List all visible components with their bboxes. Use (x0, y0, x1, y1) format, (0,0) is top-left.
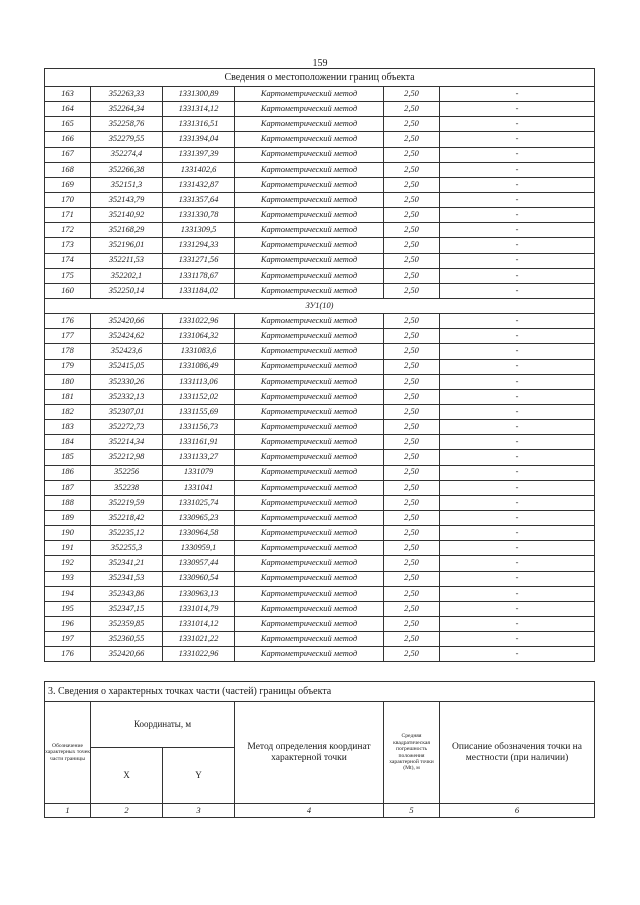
point-number: 176 (45, 314, 91, 329)
description: - (440, 314, 595, 329)
point-number: 160 (45, 283, 91, 298)
point-number: 184 (45, 435, 91, 450)
coord-y: 1330964,58 (163, 526, 235, 541)
header-x: X (91, 748, 163, 804)
point-number: 181 (45, 389, 91, 404)
coord-x: 352143,79 (91, 192, 163, 207)
header-method: Метод определения координат характерной точки (235, 702, 384, 804)
accuracy: 2,50 (384, 632, 440, 647)
coord-x: 352359,85 (91, 616, 163, 631)
coord-x: 352272,73 (91, 420, 163, 435)
accuracy: 2,50 (384, 253, 440, 268)
accuracy: 2,50 (384, 450, 440, 465)
coord-y: 1331432,87 (163, 177, 235, 192)
point-number: 173 (45, 238, 91, 253)
header-point-designation: Обозначение характерных точек части границы (45, 702, 91, 804)
method: Картометрический метод (235, 223, 384, 238)
header-y: Y (163, 748, 235, 804)
coord-y: 1331309,5 (163, 223, 235, 238)
coord-y: 1330963,13 (163, 586, 235, 601)
accuracy: 2,50 (384, 510, 440, 525)
coord-y: 1331184,02 (163, 283, 235, 298)
point-number: 170 (45, 192, 91, 207)
point-number: 186 (45, 465, 91, 480)
description: - (440, 495, 595, 510)
table-row (45, 374, 595, 389)
section3-title: 3. Сведения о характерных точках части (частей) границы объекта (45, 682, 595, 702)
method: Картометрический метод (235, 102, 384, 117)
method: Картометрический метод (235, 571, 384, 586)
method: Картометрический метод (235, 374, 384, 389)
coord-y: 1331022,96 (163, 647, 235, 662)
point-number: 183 (45, 420, 91, 435)
coord-y: 1331402,6 (163, 162, 235, 177)
table-row (45, 601, 595, 616)
coord-x: 352212,98 (91, 450, 163, 465)
method: Картометрический метод (235, 238, 384, 253)
method: Картометрический метод (235, 268, 384, 283)
table-row (45, 268, 595, 283)
description: - (440, 389, 595, 404)
table-row (45, 616, 595, 631)
method: Картометрический метод (235, 556, 384, 571)
table-row (45, 87, 595, 102)
accuracy: 2,50 (384, 526, 440, 541)
point-number: 192 (45, 556, 91, 571)
accuracy: 2,50 (384, 329, 440, 344)
accuracy: 2,50 (384, 344, 440, 359)
method: Картометрический метод (235, 404, 384, 419)
table-row (45, 571, 595, 586)
description: - (440, 465, 595, 480)
coord-y: 1331022,96 (163, 314, 235, 329)
description: - (440, 223, 595, 238)
method: Картометрический метод (235, 253, 384, 268)
description: - (440, 329, 595, 344)
description: - (440, 556, 595, 571)
method: Картометрический метод (235, 208, 384, 223)
coord-y: 1331156,73 (163, 420, 235, 435)
point-number: 188 (45, 495, 91, 510)
subsection-label: ЗУ1(10) (45, 298, 595, 313)
coord-y: 1330960,54 (163, 571, 235, 586)
coord-y: 1331133,27 (163, 450, 235, 465)
description: - (440, 117, 595, 132)
method: Картометрический метод (235, 480, 384, 495)
method: Картометрический метод (235, 541, 384, 556)
column-number: 5 (384, 804, 440, 818)
point-number: 196 (45, 616, 91, 631)
coord-x: 352219,59 (91, 495, 163, 510)
coord-x: 352202,1 (91, 268, 163, 283)
table-row (45, 541, 595, 556)
description: - (440, 541, 595, 556)
point-number: 165 (45, 117, 91, 132)
coord-y: 1331314,12 (163, 102, 235, 117)
coord-y: 1330959,1 (163, 541, 235, 556)
coord-y: 1331357,64 (163, 192, 235, 207)
coord-y: 1331014,12 (163, 616, 235, 631)
coord-x: 352140,92 (91, 208, 163, 223)
characteristic-points-table (44, 681, 595, 818)
point-number: 178 (45, 344, 91, 359)
coord-y: 1331161,91 (163, 435, 235, 450)
description: - (440, 102, 595, 117)
accuracy: 2,50 (384, 556, 440, 571)
accuracy: 2,50 (384, 283, 440, 298)
method: Картометрический метод (235, 632, 384, 647)
coord-y: 1331025,74 (163, 495, 235, 510)
accuracy: 2,50 (384, 147, 440, 162)
accuracy: 2,50 (384, 102, 440, 117)
coord-y: 1331021,22 (163, 632, 235, 647)
table-row (45, 359, 595, 374)
coord-x: 352420,66 (91, 314, 163, 329)
coord-x: 352424,62 (91, 329, 163, 344)
column-number: 4 (235, 804, 384, 818)
table-row (45, 586, 595, 601)
accuracy: 2,50 (384, 359, 440, 374)
description: - (440, 632, 595, 647)
method: Картометрический метод (235, 435, 384, 450)
point-number: 174 (45, 253, 91, 268)
method: Картометрический метод (235, 87, 384, 102)
accuracy: 2,50 (384, 586, 440, 601)
point-number: 177 (45, 329, 91, 344)
coord-x: 352168,29 (91, 223, 163, 238)
point-number: 185 (45, 450, 91, 465)
description: - (440, 586, 595, 601)
method: Картометрический метод (235, 510, 384, 525)
coord-y: 1331394,04 (163, 132, 235, 147)
point-number: 187 (45, 480, 91, 495)
method: Картометрический метод (235, 420, 384, 435)
point-number: 182 (45, 404, 91, 419)
table-row (45, 223, 595, 238)
method: Картометрический метод (235, 147, 384, 162)
accuracy: 2,50 (384, 404, 440, 419)
method: Картометрический метод (235, 344, 384, 359)
accuracy: 2,50 (384, 601, 440, 616)
point-number: 171 (45, 208, 91, 223)
coord-y: 1331152,02 (163, 389, 235, 404)
description: - (440, 87, 595, 102)
table-row (45, 162, 595, 177)
coord-y: 1331083,6 (163, 344, 235, 359)
table-row (45, 480, 595, 495)
coord-y: 1331041 (163, 480, 235, 495)
column-number: 1 (45, 804, 91, 818)
coord-x: 352347,15 (91, 601, 163, 616)
column-number: 6 (440, 804, 595, 818)
coord-y: 1331079 (163, 465, 235, 480)
method: Картометрический метод (235, 329, 384, 344)
coord-x: 352341,53 (91, 571, 163, 586)
accuracy: 2,50 (384, 465, 440, 480)
coord-x: 352423,6 (91, 344, 163, 359)
accuracy: 2,50 (384, 87, 440, 102)
coord-y: 1330965,23 (163, 510, 235, 525)
coord-x: 352343,86 (91, 586, 163, 601)
coord-y: 1331316,51 (163, 117, 235, 132)
section-title: Сведения о местоположении границ объекта (45, 69, 595, 87)
method: Картометрический метод (235, 526, 384, 541)
coord-y: 1331271,56 (163, 253, 235, 268)
coord-x: 352214,34 (91, 435, 163, 450)
point-number: 176 (45, 647, 91, 662)
coord-x: 352330,26 (91, 374, 163, 389)
accuracy: 2,50 (384, 420, 440, 435)
description: - (440, 435, 595, 450)
point-number: 197 (45, 632, 91, 647)
table-row (45, 450, 595, 465)
method: Картометрический метод (235, 601, 384, 616)
accuracy: 2,50 (384, 480, 440, 495)
method: Картометрический метод (235, 132, 384, 147)
description: - (440, 208, 595, 223)
coord-y: 1331330,78 (163, 208, 235, 223)
accuracy: 2,50 (384, 162, 440, 177)
coord-y: 1330957,44 (163, 556, 235, 571)
accuracy: 2,50 (384, 192, 440, 207)
description: - (440, 404, 595, 419)
table-row (45, 632, 595, 647)
point-number: 194 (45, 586, 91, 601)
description: - (440, 268, 595, 283)
accuracy: 2,50 (384, 223, 440, 238)
coord-x: 352266,38 (91, 162, 163, 177)
table-row (45, 420, 595, 435)
coord-x: 352415,05 (91, 359, 163, 374)
boundary-coordinates-table (44, 68, 595, 662)
method: Картометрический метод (235, 450, 384, 465)
coord-y: 1331300,89 (163, 87, 235, 102)
coord-x: 352263,33 (91, 87, 163, 102)
description: - (440, 192, 595, 207)
table-row (45, 132, 595, 147)
point-number: 175 (45, 268, 91, 283)
section-title-row (45, 69, 595, 87)
accuracy: 2,50 (384, 541, 440, 556)
coord-x: 352420,66 (91, 647, 163, 662)
point-number: 164 (45, 102, 91, 117)
header-coordinates: Координаты, м (91, 702, 235, 748)
coord-x: 352258,76 (91, 117, 163, 132)
coord-x: 352264,34 (91, 102, 163, 117)
method: Картометрический метод (235, 283, 384, 298)
accuracy: 2,50 (384, 389, 440, 404)
accuracy: 2,50 (384, 647, 440, 662)
accuracy: 2,50 (384, 268, 440, 283)
description: - (440, 510, 595, 525)
method: Картометрический метод (235, 314, 384, 329)
point-number: 167 (45, 147, 91, 162)
point-number: 190 (45, 526, 91, 541)
method: Картометрический метод (235, 177, 384, 192)
point-number: 172 (45, 223, 91, 238)
table-row (45, 117, 595, 132)
description: - (440, 344, 595, 359)
table-row (45, 314, 595, 329)
table-row (45, 329, 595, 344)
description: - (440, 253, 595, 268)
description: - (440, 132, 595, 147)
table-row (45, 147, 595, 162)
point-number: 189 (45, 510, 91, 525)
page-number: 159 (312, 58, 328, 69)
table-row (45, 344, 595, 359)
table-row (45, 283, 595, 298)
coord-y: 1331113,06 (163, 374, 235, 389)
description: - (440, 162, 595, 177)
accuracy: 2,50 (384, 132, 440, 147)
table-row (45, 102, 595, 117)
coord-y: 1331397,39 (163, 147, 235, 162)
table-row (45, 495, 595, 510)
coord-y: 1331178,67 (163, 268, 235, 283)
accuracy: 2,50 (384, 177, 440, 192)
table-row (45, 389, 595, 404)
description: - (440, 238, 595, 253)
coord-y: 1331155,69 (163, 404, 235, 419)
coord-x: 352274,4 (91, 147, 163, 162)
point-number: 191 (45, 541, 91, 556)
description: - (440, 480, 595, 495)
method: Картометрический метод (235, 465, 384, 480)
method: Картометрический метод (235, 647, 384, 662)
point-number: 169 (45, 177, 91, 192)
coord-x: 352218,42 (91, 510, 163, 525)
coord-y: 1331014,79 (163, 601, 235, 616)
coord-x: 352360,55 (91, 632, 163, 647)
accuracy: 2,50 (384, 616, 440, 631)
description: - (440, 647, 595, 662)
coord-x: 352307,01 (91, 404, 163, 419)
coord-x: 352255,3 (91, 541, 163, 556)
description: - (440, 601, 595, 616)
point-number: 163 (45, 87, 91, 102)
coord-x: 352250,14 (91, 283, 163, 298)
description: - (440, 420, 595, 435)
coord-x: 352238 (91, 480, 163, 495)
header-accuracy: Средняя квадратическая погрешность положения характерной точки (Мt), м (384, 702, 440, 804)
point-number: 180 (45, 374, 91, 389)
table-row (45, 404, 595, 419)
point-number: 193 (45, 571, 91, 586)
description: - (440, 283, 595, 298)
coord-x: 352235,12 (91, 526, 163, 541)
accuracy: 2,50 (384, 435, 440, 450)
accuracy: 2,50 (384, 374, 440, 389)
description: - (440, 147, 595, 162)
coord-x: 352279,55 (91, 132, 163, 147)
header-description: Описание обозначения точки на местности (при наличии) (440, 702, 595, 804)
coord-y: 1331064,32 (163, 329, 235, 344)
coord-x: 352211,53 (91, 253, 163, 268)
coord-x: 352196,01 (91, 238, 163, 253)
description: - (440, 374, 595, 389)
coord-x: 352256 (91, 465, 163, 480)
accuracy: 2,50 (384, 314, 440, 329)
table-row (45, 510, 595, 525)
subsection-row (45, 298, 595, 313)
point-number: 179 (45, 359, 91, 374)
method: Картометрический метод (235, 162, 384, 177)
point-number: 166 (45, 132, 91, 147)
accuracy: 2,50 (384, 571, 440, 586)
method: Картометрический метод (235, 117, 384, 132)
table-row (45, 192, 595, 207)
coord-x: 352341,21 (91, 556, 163, 571)
description: - (440, 571, 595, 586)
table-row (45, 556, 595, 571)
coord-x: 352332,13 (91, 389, 163, 404)
table-row (45, 526, 595, 541)
description: - (440, 359, 595, 374)
method: Картометрический метод (235, 192, 384, 207)
table-row (45, 208, 595, 223)
accuracy: 2,50 (384, 117, 440, 132)
description: - (440, 177, 595, 192)
method: Картометрический метод (235, 495, 384, 510)
method: Картометрический метод (235, 586, 384, 601)
method: Картометрический метод (235, 359, 384, 374)
table-row (45, 435, 595, 450)
table-row (45, 238, 595, 253)
column-number: 2 (91, 804, 163, 818)
table-row (45, 647, 595, 662)
method: Картометрический метод (235, 616, 384, 631)
coord-y: 1331086,49 (163, 359, 235, 374)
column-number: 3 (163, 804, 235, 818)
table-row (45, 465, 595, 480)
description: - (440, 616, 595, 631)
table-row (45, 253, 595, 268)
accuracy: 2,50 (384, 495, 440, 510)
description: - (440, 450, 595, 465)
table-row (45, 177, 595, 192)
accuracy: 2,50 (384, 208, 440, 223)
accuracy: 2,50 (384, 238, 440, 253)
point-number: 168 (45, 162, 91, 177)
method: Картометрический метод (235, 389, 384, 404)
coord-y: 1331294,33 (163, 238, 235, 253)
point-number: 195 (45, 601, 91, 616)
description: - (440, 526, 595, 541)
coord-x: 352151,3 (91, 177, 163, 192)
